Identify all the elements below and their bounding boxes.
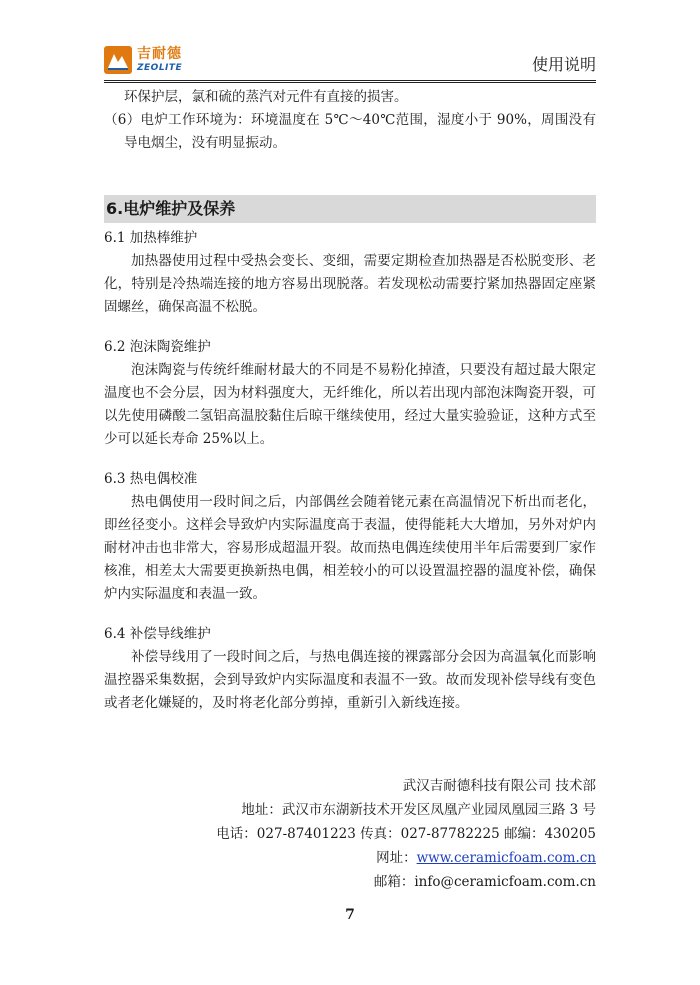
footer-email: 邮箱：info@ceramicfoam.com.cn xyxy=(373,874,596,890)
logo-text-en: ZEOLITE xyxy=(137,63,183,73)
footer-website-label: 网址： xyxy=(376,850,417,866)
subsection-heading-6-2: 6.2 泡沫陶瓷维护 xyxy=(104,339,211,355)
subsection-body-6-1: 加热器使用过程中受热会变长、变细，需要定期检查加热器是否松脱变形、老化，特别是冷热端连接的地方容易出现脱落。若发现松动需要拧紧加热器固定座紧固螺丝，确保高温不松脱。 xyxy=(104,253,596,315)
subsection-body-6-3: 热电偶使用一段时间之后，内部偶丝会随着铑元素在高温情况下析出而老化，即丝径变小。这样会导致炉内实际温度高于表温，使得能耗大大增加，另外对炉内耐材冲击也非常大，容易形成超温开裂。故而热电偶连续使用半年后需要到厂家作核准，相差太大需要更换新热电偶，相差较小的可以设置温控器的温度补偿，确保炉内实际温度和表温一致。 xyxy=(104,494,596,602)
subsection-body-6-4: 补偿导线用了一段时间之后，与热电偶连接的裸露部分会因为高温氧化而影响温控器采集数据，会到导致炉内实际温度和表温不一致。故而发现补偿导线有变色或者老化嫌疑的，及时将老化部分剪掉，重新引入新线连接。 xyxy=(104,649,596,711)
page-number: 7 xyxy=(345,907,355,923)
footer-address: 地址：武汉市东湖新技术开发区凤凰产业园凤凰园三路 3 号 xyxy=(241,802,596,818)
footer-company: 武汉吉耐德科技有限公司 技术部 xyxy=(402,778,596,794)
contact-footer xyxy=(216,774,596,894)
subsection-heading-6-1: 6.1 加热棒维护 xyxy=(104,230,198,246)
page-content xyxy=(104,86,596,715)
company-logo xyxy=(104,46,214,76)
logo-text-cn: 吉耐德 xyxy=(137,46,182,62)
header-divider xyxy=(104,80,596,83)
section-heading: 6.电炉维护及保养 xyxy=(104,195,596,223)
zeolite-logo-icon xyxy=(104,46,132,74)
subsection-body-6-2: 泡沫陶瓷与传统纤维耐材最大的不同是不易粉化掉渣，只要没有超过最大限定温度也不会分层，因为材料强度大，无纤维化，所以若出现内部泡沫陶瓷开裂，可以先使用磷酸二氢铝高温胶黏住后晾干继续使用，经过大量实验验证，这种方式至少可以延长寿命 25%以上。 xyxy=(104,362,596,447)
subsection-heading-6-3: 6.3 热电偶校准 xyxy=(104,471,198,487)
intro-continuation: 环保护层，氯和硫的蒸汽对元件有直接的损害。 xyxy=(124,89,408,105)
intro-item-6: （6）电炉工作环境为：环境温度在 5℃～40℃范围，湿度小于 90%，周围没有导电烟尘，没有明显振动。 xyxy=(104,112,596,151)
footer-contact: 电话：027-87401223 传真：027-87782225 邮编：430205 xyxy=(216,826,596,842)
header-title: 使用说明 xyxy=(531,55,596,74)
subsection-heading-6-4: 6.4 补偿导线维护 xyxy=(104,626,211,642)
website-link[interactable]: www.ceramicfoam.com.cn xyxy=(416,850,596,866)
footer-website-line xyxy=(216,846,596,870)
